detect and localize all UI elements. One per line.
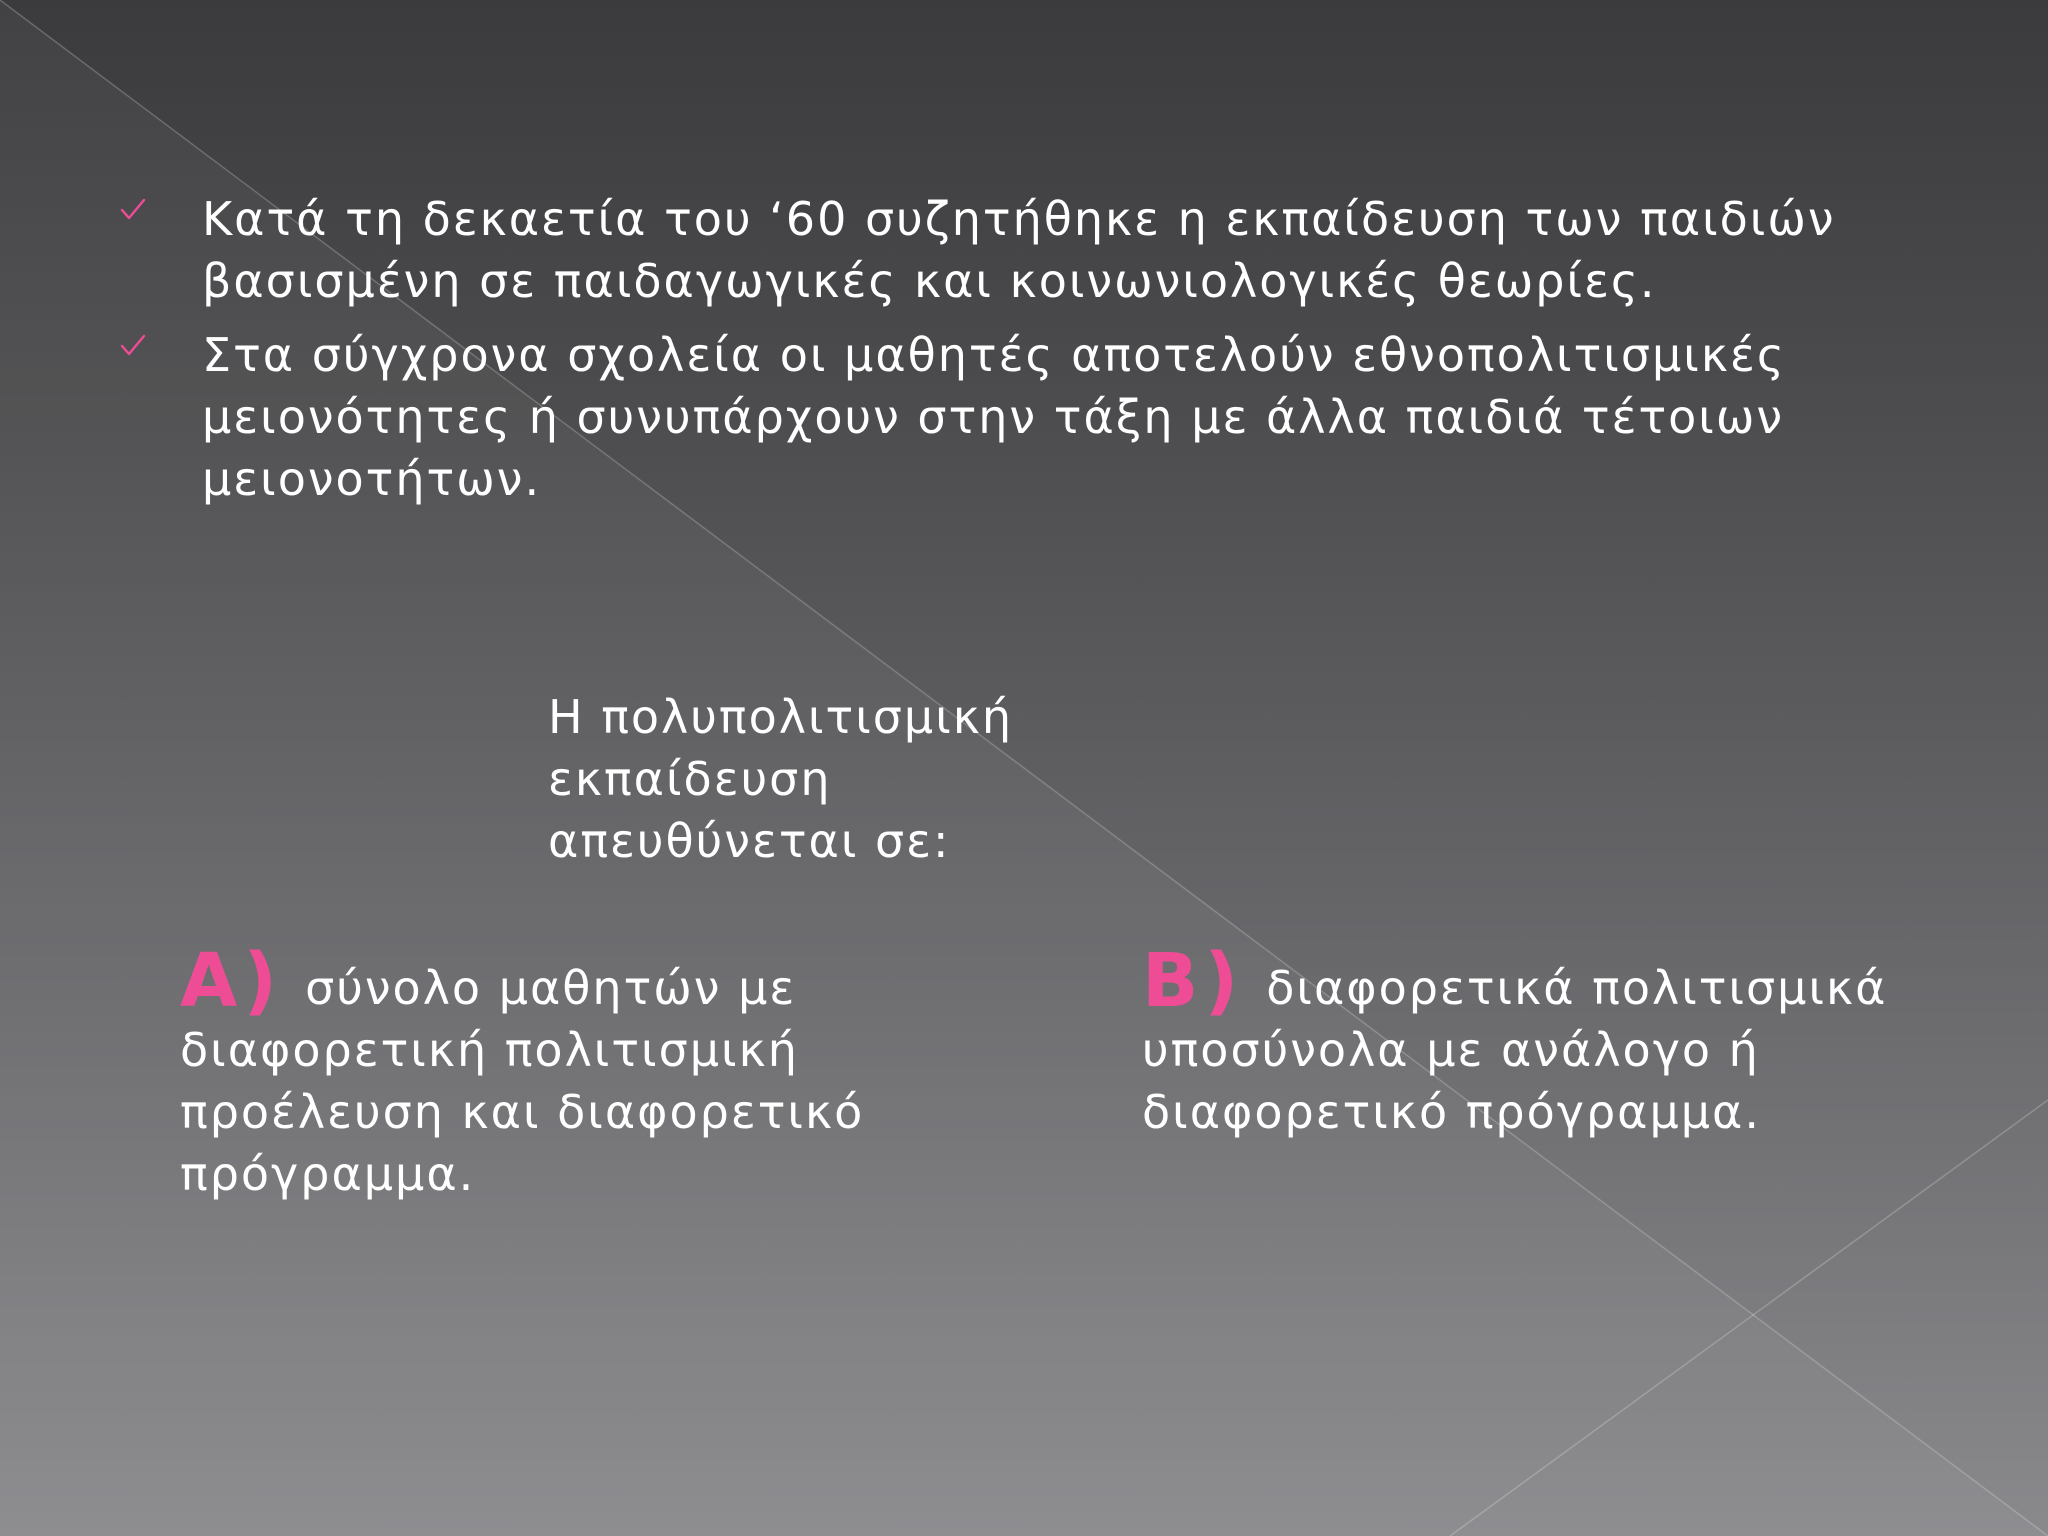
option-a-text: σύνολο μαθητών με διαφορετική πολιτισμική προέλευση και διαφορετικό πρόγραμμα. [180,961,865,1201]
bullet-text: Κατά τη δεκαετία του ‘60 συζητήθηκε η εκπαίδευση των παιδιών βασισμένη σε παιδαγωγικές και κοινωνιολογικές θεωρίες. [202,192,1836,308]
audience-heading: Η πολυπολιτισμική εκπαίδευση απευθύνεται σε: [548,690,1014,868]
option-a-marker: A) [180,938,284,1024]
bullet-text: Στα σύγχρονα σχολεία οι μαθητές αποτελούν εθνοπολιτισμικές μειονότητες ή συνυπάρχουν στην τάξη με άλλα παιδιά τέτοιων μειονοτήτων. [202,328,1786,506]
option-b-marker: B) [1142,938,1245,1024]
bullet-item [110,188,1990,312]
option-b-text: διαφορετικά πολιτισμικά υποσύνολα με ανάλογο ή διαφορετικό πρόγραμμα. [1142,961,1888,1139]
option-b [1142,938,1902,1143]
bullet-item [110,324,1990,510]
checkmark-icon [116,328,150,362]
option-a [180,938,940,1205]
bullet-list [110,188,1990,522]
checkmark-icon [116,192,150,226]
